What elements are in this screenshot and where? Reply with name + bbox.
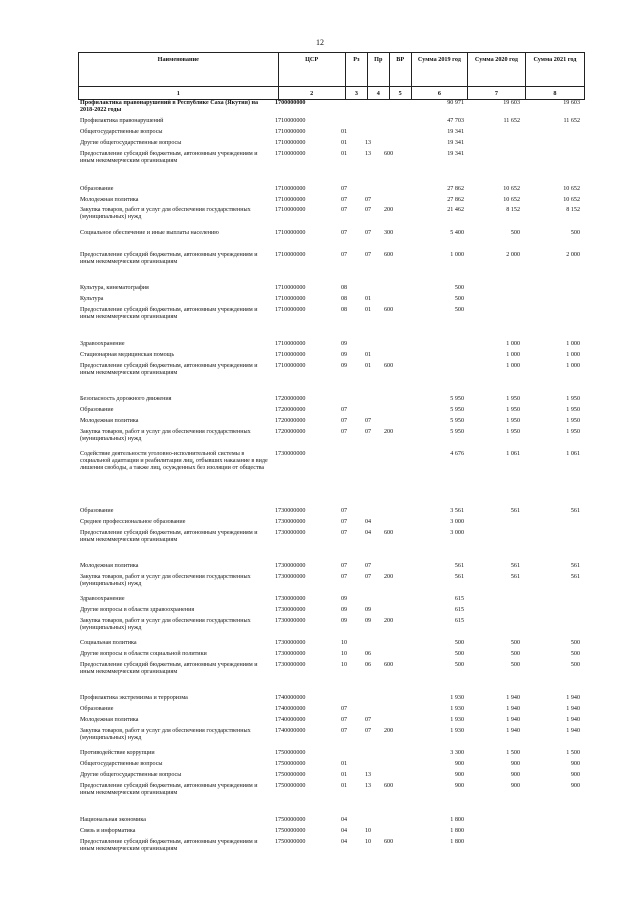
cell-csr: 1730000000 (275, 596, 306, 602)
cell-pr: 09 (365, 618, 372, 624)
cell-name: Национальная экономика (80, 817, 147, 823)
cell-s2021: 1 940 (566, 728, 580, 734)
cell-rz: 01 (341, 783, 348, 789)
cell-pr: 01 (365, 352, 372, 358)
cell-vr: 600 (384, 151, 394, 157)
cell-name: Предоставление субсидий бюджетным, автономным учреждениям и иным некоммерческим организациям (80, 151, 258, 164)
header-number-6: 6 (411, 87, 467, 100)
cell-s2019: 1 930 (450, 695, 464, 701)
cell-s2020: 8 152 (506, 207, 520, 213)
cell-csr: 1750000000 (275, 817, 306, 823)
cell-s2019: 1 930 (450, 717, 464, 723)
cell-s2020: 10 652 (503, 197, 520, 203)
cell-pr: 13 (365, 783, 372, 789)
cell-name: Предоставление субсидий бюджетным, автономным учреждениям и иным некоммерческим организациям (80, 363, 258, 376)
cell-name: Образование (80, 407, 114, 413)
cell-pr: 01 (365, 307, 372, 313)
cell-vr: 200 (384, 618, 394, 624)
cell-name: Другие общегосударственные вопросы (80, 772, 182, 778)
header-number-3: 3 (345, 87, 367, 100)
cell-rz: 04 (341, 839, 348, 845)
cell-s2019: 3 000 (450, 530, 464, 536)
cell-name: Молодежная политика (80, 563, 139, 569)
cell-pr: 13 (365, 772, 372, 778)
cell-csr: 1750000000 (275, 750, 306, 756)
cell-csr: 1730000000 (275, 451, 306, 457)
cell-rz: 04 (341, 828, 348, 834)
cell-s2020: 1 061 (506, 451, 520, 457)
cell-csr: 1720000000 (275, 429, 306, 435)
cell-name: Здравоохранение (80, 341, 125, 347)
cell-s2020: 1 000 (506, 341, 520, 347)
cell-csr: 1730000000 (275, 563, 306, 569)
cell-rz: 07 (341, 197, 348, 203)
cell-s2019: 500 (454, 296, 464, 302)
cell-csr: 1730000000 (275, 651, 306, 657)
cell-csr: 1730000000 (275, 640, 306, 646)
cell-pr: 10 (365, 828, 372, 834)
cell-name: Образование (80, 186, 114, 192)
header-number-7: 7 (467, 87, 525, 100)
cell-s2019: 5 950 (450, 396, 464, 402)
cell-rz: 07 (341, 728, 348, 734)
cell-rz: 07 (341, 207, 348, 213)
cell-vr: 600 (384, 363, 394, 369)
cell-s2019: 500 (454, 285, 464, 291)
cell-s2020: 1 500 (506, 750, 520, 756)
cell-rz: 01 (341, 129, 348, 135)
cell-csr: 1720000000 (275, 396, 306, 402)
cell-csr: 1730000000 (275, 508, 306, 514)
cell-name: Закупка товаров, работ и услуг для обеспечения государственных (муниципальных) нужд (80, 207, 251, 220)
cell-s2021: 11 652 (563, 118, 580, 124)
cell-name: Безопасность дорожного движения (80, 396, 172, 402)
cell-pr: 07 (365, 728, 372, 734)
cell-pr: 07 (365, 418, 372, 424)
cell-rz: 07 (341, 563, 348, 569)
cell-s2020: 900 (510, 761, 520, 767)
cell-csr: 1730000000 (275, 662, 306, 668)
cell-s2019: 900 (454, 783, 464, 789)
cell-s2021: 10 652 (563, 197, 580, 203)
cell-csr: 1740000000 (275, 717, 306, 723)
cell-rz: 07 (341, 418, 348, 424)
cell-s2019: 5 950 (450, 418, 464, 424)
cell-rz: 08 (341, 307, 348, 313)
cell-s2019: 19 341 (447, 140, 464, 146)
header-number-8: 8 (525, 87, 584, 100)
header-sum-2020: Сумма 2020 год (467, 53, 525, 87)
cell-s2019: 615 (454, 607, 464, 613)
cell-pr: 13 (365, 151, 372, 157)
cell-pr: 07 (365, 563, 372, 569)
cell-pr: 07 (365, 197, 372, 203)
cell-vr: 600 (384, 783, 394, 789)
cell-s2021: 8 152 (566, 207, 580, 213)
cell-s2019: 500 (454, 307, 464, 313)
cell-s2020: 11 652 (503, 118, 520, 124)
cell-s2019: 3 561 (450, 508, 464, 514)
cell-rz: 10 (341, 640, 348, 646)
cell-rz: 07 (341, 508, 348, 514)
cell-rz: 07 (341, 574, 348, 580)
cell-s2019: 47 703 (447, 118, 464, 124)
cell-name: Предоставление субсидий бюджетным, автономным учреждениям и иным некоммерческим организациям (80, 530, 258, 543)
cell-name: Другие общегосударственные вопросы (80, 140, 182, 146)
cell-csr: 1710000000 (275, 140, 306, 146)
cell-rz: 07 (341, 530, 348, 536)
cell-vr: 600 (384, 307, 394, 313)
cell-rz: 07 (341, 429, 348, 435)
cell-s2020: 500 (510, 640, 520, 646)
cell-name: Закупка товаров, работ и услуг для обеспечения государственных (муниципальных) нужд (80, 429, 251, 442)
cell-rz: 07 (341, 717, 348, 723)
cell-rz: 07 (341, 252, 348, 258)
cell-vr: 200 (384, 429, 394, 435)
cell-name: Другие вопросы в области здравоохранения (80, 607, 195, 613)
cell-rz: 09 (341, 618, 348, 624)
cell-csr: 1710000000 (275, 151, 306, 157)
cell-csr: 1730000000 (275, 530, 306, 536)
cell-name: Предоставление субсидий бюджетным, автономным учреждениям и иным некоммерческим организациям (80, 252, 258, 265)
cell-s2020: 1 950 (506, 396, 520, 402)
cell-csr: 1730000000 (275, 607, 306, 613)
cell-pr: 07 (365, 207, 372, 213)
cell-s2021: 1 000 (566, 363, 580, 369)
cell-s2020: 500 (510, 651, 520, 657)
cell-pr: 07 (365, 429, 372, 435)
cell-s2021: 500 (570, 651, 580, 657)
cell-rz: 09 (341, 341, 348, 347)
cell-s2019: 561 (454, 574, 464, 580)
cell-csr: 1720000000 (275, 418, 306, 424)
cell-s2019: 900 (454, 772, 464, 778)
cell-s2021: 1 500 (566, 750, 580, 756)
cell-rz: 01 (341, 151, 348, 157)
cell-s2019: 1 930 (450, 728, 464, 734)
cell-s2019: 4 676 (450, 451, 464, 457)
cell-s2019: 5 950 (450, 429, 464, 435)
cell-s2020: 1 940 (506, 717, 520, 723)
cell-csr: 1710000000 (275, 207, 306, 213)
cell-vr: 600 (384, 530, 394, 536)
header-csr: ЦСР (278, 53, 345, 87)
cell-s2021: 1 950 (566, 407, 580, 413)
cell-s2020: 1 940 (506, 728, 520, 734)
header-pr: Пр (368, 53, 389, 87)
cell-name: Культура, кинематография (80, 285, 149, 291)
cell-s2021: 561 (570, 574, 580, 580)
cell-name: Образование (80, 706, 114, 712)
cell-rz: 09 (341, 607, 348, 613)
cell-name: Предоставление субсидий бюджетным, автономным учреждениям и иным некоммерческим организациям (80, 783, 258, 796)
cell-pr: 01 (365, 296, 372, 302)
cell-s2021: 1 940 (566, 706, 580, 712)
cell-vr: 200 (384, 207, 394, 213)
cell-csr: 1750000000 (275, 839, 306, 845)
cell-s2021: 500 (570, 640, 580, 646)
cell-pr: 07 (365, 252, 372, 258)
cell-name: Молодежная политика (80, 717, 139, 723)
cell-s2020: 900 (510, 783, 520, 789)
cell-s2021: 500 (570, 662, 580, 668)
cell-s2021: 1 950 (566, 396, 580, 402)
cell-s2021: 1 000 (566, 352, 580, 358)
cell-pr: 07 (365, 574, 372, 580)
cell-pr: 10 (365, 839, 372, 845)
header-rz: Рз (345, 53, 367, 87)
cell-csr: 1730000000 (275, 574, 306, 580)
cell-s2019: 27 862 (447, 186, 464, 192)
cell-s2019: 90 971 (447, 100, 464, 106)
cell-name: Предоставление субсидий бюджетным, автономным учреждениям и иным некоммерческим организациям (80, 662, 258, 675)
header-number-2: 2 (278, 87, 345, 100)
cell-name: Социальное обеспечение и иные выплаты населению (80, 230, 219, 236)
cell-s2021: 561 (570, 563, 580, 569)
cell-csr: 1700000000 (275, 100, 306, 106)
cell-rz: 01 (341, 772, 348, 778)
cell-name: Общегосударственные вопросы (80, 129, 163, 135)
cell-name: Связь и информатика (80, 828, 136, 834)
cell-pr: 06 (365, 651, 372, 657)
cell-s2020: 561 (510, 508, 520, 514)
cell-name: Здравоохранение (80, 596, 125, 602)
cell-s2019: 500 (454, 651, 464, 657)
cell-csr: 1720000000 (275, 407, 306, 413)
cell-pr: 13 (365, 140, 372, 146)
cell-s2019: 1 800 (450, 817, 464, 823)
cell-s2019: 900 (454, 761, 464, 767)
header-sum-2021: Сумма 2021 год (525, 53, 584, 87)
cell-rz: 07 (341, 407, 348, 413)
cell-s2019: 19 341 (447, 151, 464, 157)
cell-rz: 10 (341, 651, 348, 657)
cell-rz: 09 (341, 596, 348, 602)
cell-name: Содействие деятельности уголовно-исполнительной системы в социальной адаптации и реабилитации лиц, отбывших наказание в виде лишения свободы, а также лиц, осужденных без изоляции от общества (80, 451, 268, 471)
cell-pr: 04 (365, 530, 372, 536)
cell-s2021: 900 (570, 772, 580, 778)
cell-csr: 1750000000 (275, 761, 306, 767)
cell-s2019: 615 (454, 618, 464, 624)
cell-s2020: 1 950 (506, 429, 520, 435)
cell-s2020: 1 000 (506, 363, 520, 369)
cell-s2020: 1 940 (506, 695, 520, 701)
cell-s2021: 1 950 (566, 429, 580, 435)
cell-csr: 1710000000 (275, 252, 306, 258)
cell-s2020: 1 940 (506, 706, 520, 712)
cell-s2021: 10 652 (563, 186, 580, 192)
cell-csr: 1710000000 (275, 285, 306, 291)
cell-vr: 600 (384, 839, 394, 845)
cell-s2021: 1 950 (566, 418, 580, 424)
cell-name: Образование (80, 508, 114, 514)
cell-name: Среднее профессиональное образование (80, 519, 186, 525)
cell-s2019: 1 800 (450, 828, 464, 834)
cell-s2019: 27 862 (447, 197, 464, 203)
cell-vr: 200 (384, 574, 394, 580)
cell-rz: 08 (341, 285, 348, 291)
cell-s2019: 1 800 (450, 839, 464, 845)
cell-rz: 04 (341, 817, 348, 823)
cell-s2019: 500 (454, 662, 464, 668)
cell-csr: 1710000000 (275, 341, 306, 347)
cell-rz: 07 (341, 519, 348, 525)
cell-csr: 1710000000 (275, 363, 306, 369)
cell-s2020: 1 950 (506, 407, 520, 413)
cell-s2021: 900 (570, 761, 580, 767)
cell-name: Стационарная медицинская помощь (80, 352, 175, 358)
cell-name: Закупка товаров, работ и услуг для обеспечения государственных (муниципальных) нужд (80, 574, 251, 587)
cell-name: Молодежная политика (80, 197, 139, 203)
cell-rz: 07 (341, 706, 348, 712)
cell-rz: 08 (341, 296, 348, 302)
cell-s2019: 1 930 (450, 706, 464, 712)
cell-csr: 1710000000 (275, 197, 306, 203)
header-vr: ВР (389, 53, 411, 87)
cell-s2019: 3 300 (450, 750, 464, 756)
cell-csr: 1710000000 (275, 186, 306, 192)
cell-name: Другие вопросы в области социальной политики (80, 651, 207, 657)
cell-csr: 1750000000 (275, 783, 306, 789)
cell-rz: 01 (341, 761, 348, 767)
cell-s2020: 10 652 (503, 186, 520, 192)
cell-rz: 09 (341, 363, 348, 369)
cell-pr: 07 (365, 230, 372, 236)
cell-name: Закупка товаров, работ и услуг для обеспечения государственных (муниципальных) нужд (80, 728, 251, 741)
cell-pr: 01 (365, 363, 372, 369)
cell-name: Молодежная политика (80, 418, 139, 424)
cell-s2020: 500 (510, 662, 520, 668)
header-number-4: 4 (368, 87, 389, 100)
cell-csr: 1750000000 (275, 828, 306, 834)
cell-s2020: 1 950 (506, 418, 520, 424)
cell-pr: 07 (365, 717, 372, 723)
cell-s2021: 900 (570, 783, 580, 789)
header-sum-2019: Сумма 2019 год (411, 53, 467, 87)
cell-rz: 09 (341, 352, 348, 358)
header-name: Наименование (79, 53, 279, 87)
cell-s2019: 3 000 (450, 519, 464, 525)
cell-name: Профилактика экстремизма и терроризма (80, 695, 188, 701)
cell-s2019: 5 950 (450, 407, 464, 413)
cell-csr: 1710000000 (275, 129, 306, 135)
header-number-1: 1 (79, 87, 279, 100)
cell-s2020: 1 000 (506, 352, 520, 358)
cell-csr: 1710000000 (275, 352, 306, 358)
cell-s2019: 1 000 (450, 252, 464, 258)
cell-name: Предоставление субсидий бюджетным, автономным учреждениям и иным некоммерческим организациям (80, 839, 258, 852)
cell-csr: 1750000000 (275, 772, 306, 778)
cell-csr: 1740000000 (275, 728, 306, 734)
cell-name: Противодействие коррупции (80, 750, 155, 756)
cell-s2020: 900 (510, 772, 520, 778)
header-number-5: 5 (389, 87, 411, 100)
page-number: 12 (316, 38, 324, 47)
cell-pr: 04 (365, 519, 372, 525)
cell-s2020: 500 (510, 230, 520, 236)
cell-name: Профилактика правонарушений (80, 118, 164, 124)
cell-s2020: 2 000 (506, 252, 520, 258)
cell-s2020: 561 (510, 563, 520, 569)
cell-s2019: 561 (454, 563, 464, 569)
cell-s2020: 19 603 (503, 100, 520, 106)
cell-rz: 07 (341, 230, 348, 236)
cell-csr: 1730000000 (275, 519, 306, 525)
cell-name: Общегосударственные вопросы (80, 761, 163, 767)
cell-csr: 1740000000 (275, 706, 306, 712)
cell-pr: 09 (365, 607, 372, 613)
cell-s2021: 1 000 (566, 341, 580, 347)
cell-csr: 1710000000 (275, 118, 306, 124)
cell-vr: 600 (384, 252, 394, 258)
cell-name: Закупка товаров, работ и услуг для обеспечения государственных (муниципальных) нужд (80, 618, 251, 631)
cell-rz: 01 (341, 140, 348, 146)
cell-s2019: 19 341 (447, 129, 464, 135)
cell-name: Социальная политика (80, 640, 137, 646)
cell-pr: 06 (365, 662, 372, 668)
cell-csr: 1710000000 (275, 307, 306, 313)
cell-name: Предоставление субсидий бюджетным, автономным учреждениям и иным некоммерческим организациям (80, 307, 258, 320)
cell-vr: 200 (384, 728, 394, 734)
cell-csr: 1710000000 (275, 230, 306, 236)
cell-csr: 1710000000 (275, 296, 306, 302)
cell-s2021: 1 940 (566, 695, 580, 701)
cell-name: Культура (80, 296, 104, 302)
cell-s2021: 500 (570, 230, 580, 236)
cell-vr: 600 (384, 662, 394, 668)
cell-csr: 1740000000 (275, 695, 306, 701)
cell-s2019: 5 400 (450, 230, 464, 236)
cell-csr: 1730000000 (275, 618, 306, 624)
cell-s2019: 615 (454, 596, 464, 602)
cell-s2021: 19 603 (563, 100, 580, 106)
cell-rz: 07 (341, 186, 348, 192)
cell-s2020: 561 (510, 574, 520, 580)
cell-s2021: 2 000 (566, 252, 580, 258)
cell-s2021: 561 (570, 508, 580, 514)
cell-s2019: 500 (454, 640, 464, 646)
cell-vr: 300 (384, 230, 394, 236)
cell-name: Профилактика правонарушений в Республике Саха (Якутия) на 2018-2022 годы (80, 100, 259, 113)
cell-s2021: 1 940 (566, 717, 580, 723)
cell-rz: 10 (341, 662, 348, 668)
cell-s2021: 1 061 (566, 451, 580, 457)
cell-s2019: 21 462 (447, 207, 464, 213)
